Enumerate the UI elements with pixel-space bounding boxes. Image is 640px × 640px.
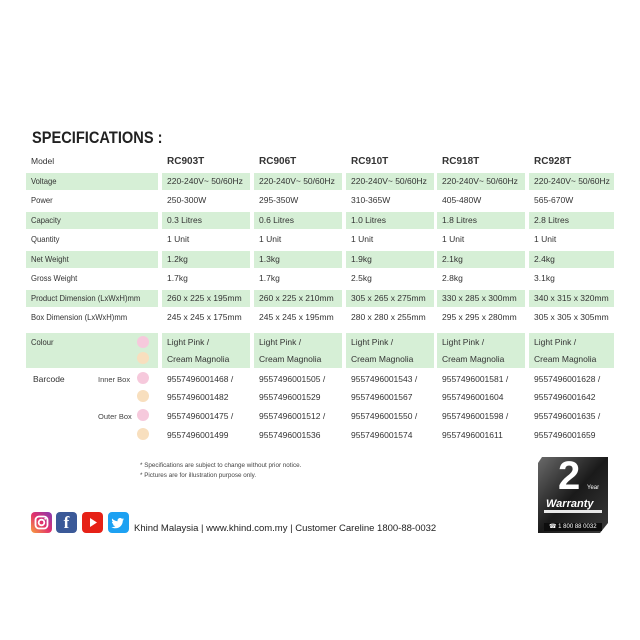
row-value: 1.3kg xyxy=(254,251,342,268)
barcode-label: Barcode xyxy=(33,374,65,384)
barcode-inner-cream: 9557496001482 xyxy=(167,392,229,402)
colour-cell-2 xyxy=(254,333,342,368)
colour-label-cell xyxy=(26,333,158,368)
row-value: 565-670W xyxy=(534,195,574,205)
outer-pink-swatch-icon xyxy=(137,409,149,421)
row-value: 280 x 280 x 255mm xyxy=(351,312,426,322)
row-label: Quantity xyxy=(31,234,60,244)
colour-cell-5 xyxy=(529,333,614,368)
pink-swatch-icon xyxy=(137,336,149,348)
colour-value-pink: Light Pink / xyxy=(259,337,302,347)
row-value: 220-240V~ 50/60Hz xyxy=(162,173,250,190)
footer-contact: Khind Malaysia | www.khind.com.my | Customer Careline 1800-88-0032 xyxy=(134,523,437,534)
colour-cell-4 xyxy=(437,333,525,368)
row-label: Voltage xyxy=(31,175,57,186)
colour-value-cream: Cream Magnolia xyxy=(351,354,414,364)
outer-cream-swatch-icon xyxy=(137,428,149,440)
row-label-cell xyxy=(26,251,158,268)
row-value: 260 x 225 x 195mm xyxy=(162,290,250,307)
facebook-icon[interactable]: f xyxy=(56,512,77,533)
row-label: Box Dimension (LxWxH)mm xyxy=(31,312,128,322)
twitter-icon[interactable] xyxy=(108,512,129,533)
spec-row xyxy=(26,270,614,290)
barcode-outer-cream: 9557496001611 xyxy=(442,430,503,440)
warranty-phone-number: 1 800 88 0032 xyxy=(558,524,597,530)
row-value: 1.9kg xyxy=(346,251,434,268)
row-value: 1 Unit xyxy=(351,234,374,244)
row-value: 1.2kg xyxy=(162,251,250,268)
row-value: 220-240V~ 50/60Hz xyxy=(346,173,434,190)
spec-row xyxy=(26,231,614,251)
warranty-unit: Year xyxy=(587,485,600,491)
colour-value-cream: Cream Magnolia xyxy=(167,354,230,364)
header-model-1: RC903T xyxy=(167,156,205,167)
warranty-number: 2 xyxy=(558,454,581,498)
barcode-outer-cream: 9557496001659 xyxy=(534,430,596,440)
row-label: Net Weight xyxy=(31,253,69,264)
header-model-3: RC910T xyxy=(351,156,389,167)
colour-value-pink: Light Pink / xyxy=(167,337,210,347)
row-value: 295-350W xyxy=(259,195,299,205)
note-pictures: * Pictures are for illustration purpose only. xyxy=(140,472,257,479)
row-value: 245 x 245 x 195mm xyxy=(259,312,334,322)
row-label: Gross Weight xyxy=(31,273,78,283)
barcode-outer-pink: 9557496001635 / xyxy=(534,411,601,421)
spec-title: SPECIFICATIONS : xyxy=(32,128,163,147)
row-value: 1 Unit xyxy=(167,234,190,244)
header-model-4: RC918T xyxy=(442,156,480,167)
barcode-inner-pink: 9557496001468 / xyxy=(167,374,234,384)
note-specs: * Specifications are subject to change without prior notice. xyxy=(140,462,302,469)
inner-cream-swatch-icon xyxy=(137,390,149,402)
row-label-cell xyxy=(26,270,158,287)
colour-value-cream: Cream Magnolia xyxy=(442,354,505,364)
barcode-inner-pink: 9557496001628 / xyxy=(534,374,601,384)
row-value: 1.0 Litres xyxy=(346,212,434,229)
warranty-badge xyxy=(538,454,608,533)
youtube-icon[interactable] xyxy=(82,512,103,533)
row-label-cell xyxy=(26,212,158,229)
row-value: 305 x 265 x 275mm xyxy=(346,290,434,307)
warranty-label: Warranty xyxy=(546,498,594,510)
barcode-inner-cream: 9557496001529 xyxy=(259,392,321,402)
row-value: 1 Unit xyxy=(442,234,465,244)
barcode-inner-pink: 9557496001581 / xyxy=(442,374,509,384)
barcode-outer-pink: 9557496001475 / xyxy=(167,411,234,421)
row-value: 2.5kg xyxy=(351,273,372,283)
spec-row xyxy=(26,192,614,212)
spec-row xyxy=(26,212,614,232)
row-value: 220-240V~ 50/60Hz xyxy=(254,173,342,190)
colour-value-pink: Light Pink / xyxy=(534,337,577,347)
inner-pink-swatch-icon xyxy=(137,372,149,384)
row-label-cell xyxy=(26,192,158,209)
row-value: 0.6 Litres xyxy=(254,212,342,229)
barcode-inner-pink: 9557496001543 / xyxy=(351,374,418,384)
barcode-outer-cream: 9557496001499 xyxy=(167,430,229,440)
barcode-inner-cream: 9557496001642 xyxy=(534,392,596,402)
colour-value-pink: Light Pink / xyxy=(442,337,485,347)
barcode-inner-cream: 9557496001604 xyxy=(442,392,504,402)
row-label: Product Dimension (LxWxH)mm xyxy=(31,292,141,303)
row-value: 2.8 Litres xyxy=(529,212,614,229)
colour-cell-1 xyxy=(162,333,250,368)
row-label-cell xyxy=(26,309,158,326)
outer-box-label: Outer Box xyxy=(98,412,132,421)
row-label-cell xyxy=(26,290,158,307)
instagram-icon[interactable] xyxy=(31,512,52,533)
barcode-outer-pink: 9557496001512 / xyxy=(259,411,326,421)
row-value: 1.7kg xyxy=(167,273,188,283)
barcode-outer-cream: 9557496001536 xyxy=(259,430,321,440)
row-value: 1.8 Litres xyxy=(437,212,525,229)
row-value: 3.1kg xyxy=(534,273,555,283)
row-value: 2.8kg xyxy=(442,273,463,283)
header-model-5: RC928T xyxy=(534,156,572,167)
row-value: 1 Unit xyxy=(534,234,557,244)
row-value: 310-365W xyxy=(351,195,391,205)
row-label-cell xyxy=(26,173,158,190)
row-value: 405-480W xyxy=(442,195,482,205)
inner-box-label: Inner Box xyxy=(98,375,131,384)
row-value: 250-300W xyxy=(167,195,207,205)
header-model-2: RC906T xyxy=(259,156,297,167)
spec-row xyxy=(26,290,614,310)
row-value: 2.4kg xyxy=(529,251,614,268)
barcode-outer-pink: 9557496001598 / xyxy=(442,411,509,421)
row-value: 0.3 Litres xyxy=(162,212,250,229)
cream-swatch-icon xyxy=(137,352,149,364)
row-value: 2.1kg xyxy=(437,251,525,268)
colour-value-cream: Cream Magnolia xyxy=(259,354,322,364)
row-value: 340 x 315 x 320mm xyxy=(529,290,614,307)
spec-table xyxy=(26,153,614,329)
barcode-inner-cream: 9557496001567 xyxy=(351,392,413,402)
barcode-outer-pink: 9557496001550 / xyxy=(351,411,418,421)
row-value: 220-240V~ 50/60Hz xyxy=(529,173,614,190)
row-label-cell xyxy=(26,231,158,248)
row-value: 1.7kg xyxy=(259,273,280,283)
barcode-outer-cream: 9557496001574 xyxy=(351,430,413,440)
spec-row xyxy=(26,173,614,193)
colour-cell-3 xyxy=(346,333,434,368)
row-value: 260 x 225 x 210mm xyxy=(254,290,342,307)
spec-row xyxy=(26,309,614,329)
row-value: 295 x 295 x 280mm xyxy=(442,312,517,322)
colour-value-cream: Cream Magnolia xyxy=(534,354,597,364)
header-row xyxy=(26,153,614,173)
header-model: Model xyxy=(31,156,55,166)
row-value: 245 x 245 x 175mm xyxy=(167,312,242,322)
row-value: 330 x 285 x 300mm xyxy=(437,290,525,307)
row-value: 1 Unit xyxy=(259,234,282,244)
barcode-inner-pink: 9557496001505 / xyxy=(259,374,326,384)
row-value: 220-240V~ 50/60Hz xyxy=(437,173,525,190)
spec-row xyxy=(26,251,614,271)
row-value: 305 x 305 x 305mm xyxy=(534,312,609,322)
phone-icon: ☎ xyxy=(549,524,557,530)
colour-value-pink: Light Pink / xyxy=(351,337,394,347)
colour-label: Colour xyxy=(31,337,54,347)
warranty-phone xyxy=(549,523,597,531)
colour-row xyxy=(26,333,614,368)
row-label: Capacity xyxy=(31,214,61,225)
row-label: Power xyxy=(31,195,53,205)
